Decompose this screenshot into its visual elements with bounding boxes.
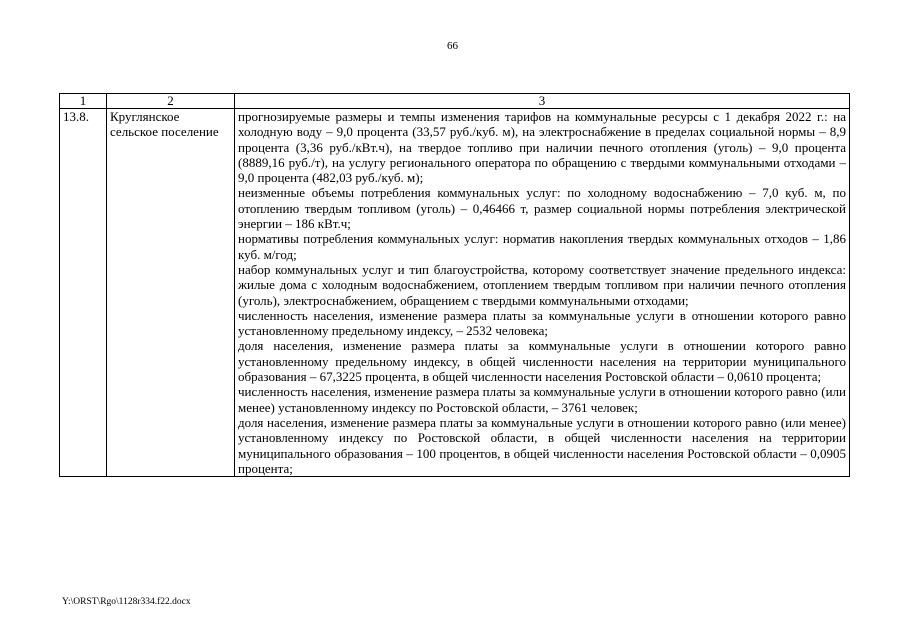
column-header-1: 1	[60, 94, 107, 109]
paragraph-population-equal: численность населения, изменение размера платы за коммунальные услуги в отношении которого равно установленному предельному индексу, – 2532 человека;	[238, 307, 846, 339]
paragraph-norms: нормативы потребления коммунальных услуг: норматив накопления твердых коммунальных отходов – 1,86 куб. м/год;	[238, 231, 846, 262]
tariff-table	[59, 93, 850, 477]
paragraph-tariffs: прогнозируемые размеры и темпы изменения тарифов на коммунальные ресурсы с 1 декабря 2022 г.: на холодную воду – 9,0 процента (33,57 руб./куб. м), на электроснабжение в пределах социальной нормы – 8,9 процента (3,36 руб./кВт.ч), на твердое топливо при наличии печного отопления (уголь) – 9,0 процента (8889,16 руб./т), на услугу регионального оператора по обращению с твердыми коммунальными отходами – 9,0 процента (482,03 руб./куб. м);	[238, 109, 846, 186]
page-number: 66	[447, 40, 458, 52]
footer-file-path: Y:\ORST\Rgo\1128r334.f22.docx	[62, 597, 191, 607]
table-row	[60, 109, 850, 477]
paragraph-services-set: набор коммунальных услуг и тип благоустройства, которому соответствует значение предельного индекса: жилые дома с холодным водоснабжением, отоплением твердым топливом при наличии печного отопления (уголь), электроснабжением, обращением с твердыми коммунальными отходами;	[238, 261, 846, 308]
row-number: 13.8.	[60, 109, 107, 477]
paragraph-share-equal: доля населения, изменение размера платы за коммунальные услуги в отношении которого равно установленному предельному индексу, в общей численности населения на территории муниципального образования – 67,3225 процента, в общей численности населения Ростовской области – 0,0610 процента;	[238, 338, 846, 385]
row-details	[235, 109, 850, 477]
paragraph-population-less: численность населения, изменение размера платы за коммунальные услуги в отношении которого равно (или менее) установленному индексу по Ростовской области, – 3761 человек;	[238, 384, 846, 415]
column-header-2: 2	[107, 94, 235, 109]
paragraph-volumes: неизменные объемы потребления коммунальных услуг: по холодному водоснабжению – 7,0 куб. м, по отоплению твердым топливом (уголь) – 0,46466 т, размер социальной нормы потребления электрической энергии – 186 кВт.ч;	[238, 185, 846, 232]
column-header-3: 3	[235, 94, 850, 109]
table-header-row	[60, 94, 850, 109]
municipality-name: Круглянское сельское поселение	[107, 109, 235, 477]
paragraph-share-less: доля населения, изменение размера платы за коммунальные услуги в отношении которого равно (или менее) установленному индексу по Ростовской области, в общей численности населения на территории муниципального образования – 100 процентов, в общей численности населения Ростовской области – 0,0905 процента;	[238, 414, 846, 476]
